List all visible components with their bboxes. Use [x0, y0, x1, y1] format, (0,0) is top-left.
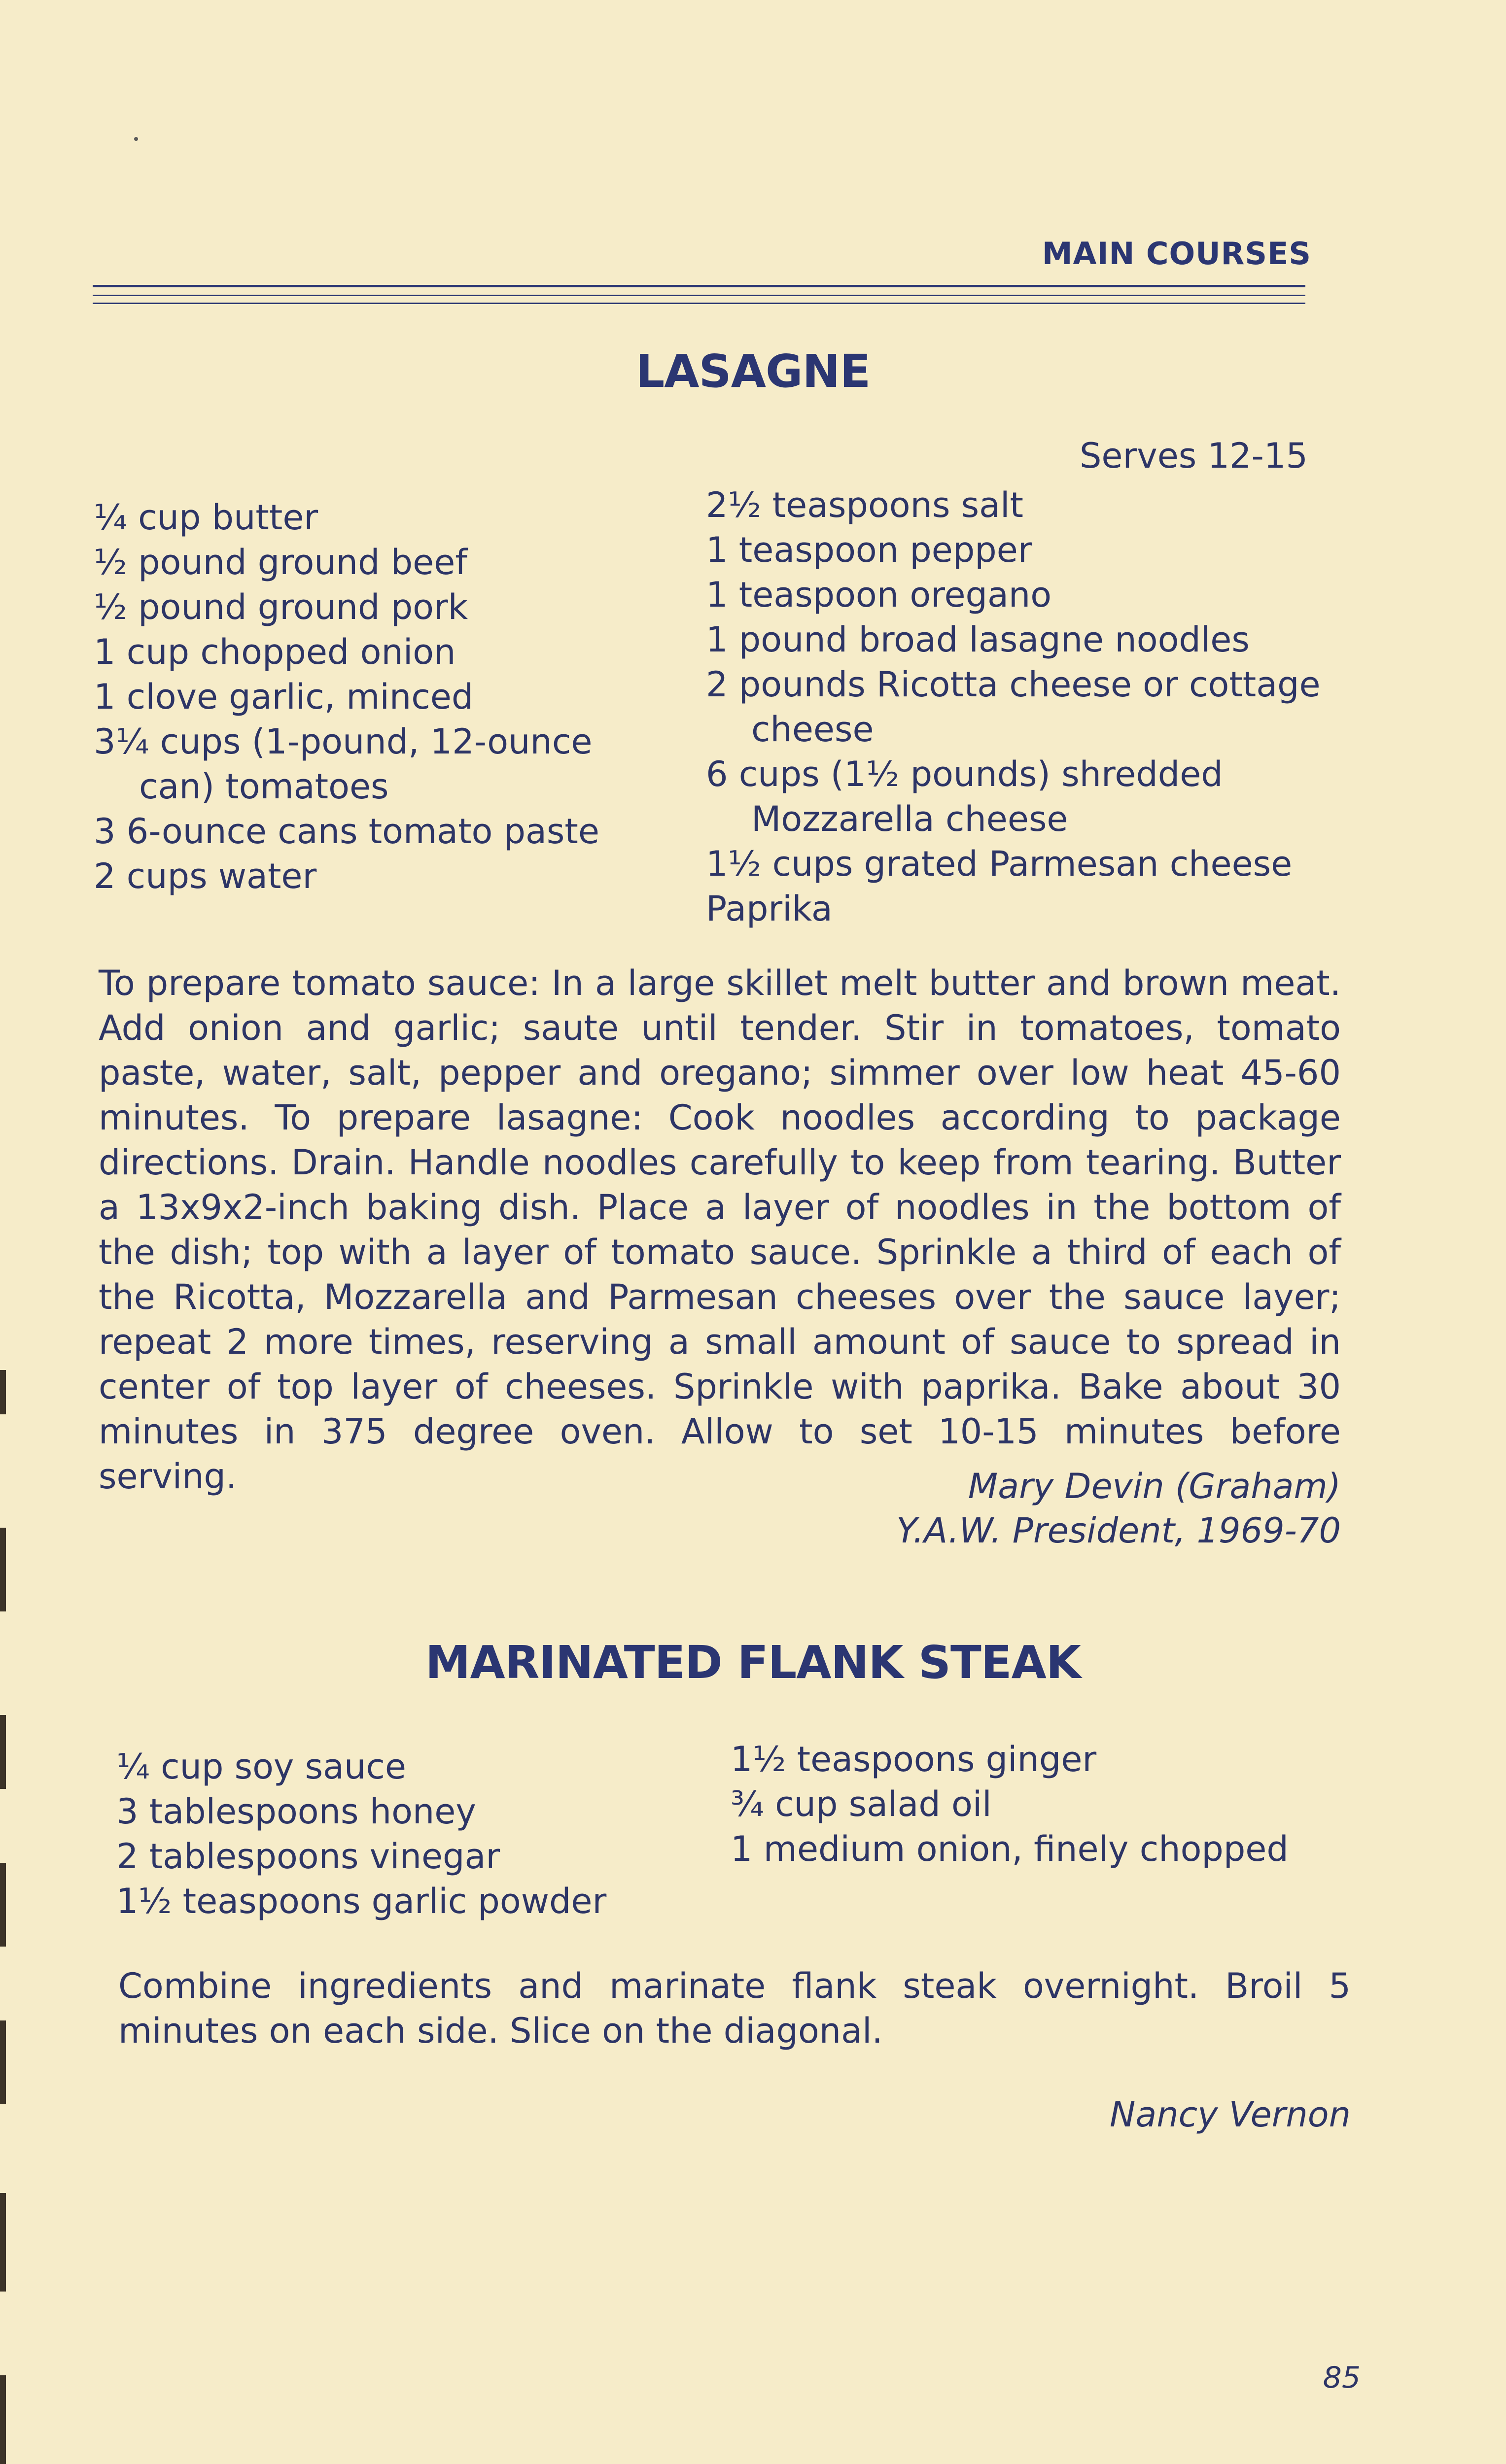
- page-speck: [134, 137, 138, 141]
- author-name-flank-steak: Nancy Vernon: [1110, 2094, 1351, 2135]
- ingredient: 1½ cups grated Parmesan cheese: [706, 844, 1293, 884]
- ingredient: 2 pounds Ricotta cheese or cottage: [706, 664, 1321, 705]
- binding-mark: [0, 2193, 6, 2292]
- ingredient-continuation: can) tomatoes: [139, 766, 389, 807]
- author-title-lasagne: Y.A.W. President, 1969-70: [896, 1510, 1341, 1551]
- ingredient: ¼ cup soy sauce: [116, 1746, 406, 1787]
- ingredient: ¼ cup butter: [94, 497, 318, 538]
- binding-mark: [0, 1863, 6, 1947]
- ingredient: Paprika: [706, 889, 833, 929]
- servings: Serves 12-15: [1080, 436, 1308, 476]
- ingredient: 1 clove garlic, minced: [94, 677, 474, 717]
- section-label: MAIN COURSES: [1042, 236, 1311, 272]
- header-rule: [93, 295, 1305, 296]
- binding-mark: [0, 1370, 6, 1414]
- recipe-title-lasagne: LASAGNE: [635, 345, 871, 398]
- ingredient: ½ pound ground beef: [94, 542, 467, 582]
- ingredients-left-flank-steak: [116, 1745, 606, 1924]
- ingredient: 1 teaspoon oregano: [706, 575, 1052, 615]
- binding-mark: [0, 2375, 6, 2464]
- author-name-lasagne: Mary Devin (Graham): [968, 1466, 1341, 1506]
- ingredient: 3¼ cups (1-pound, 12-ounce: [94, 721, 593, 762]
- binding-mark: [0, 2020, 6, 2104]
- ingredient: 1 cup chopped onion: [94, 632, 456, 672]
- header-rule: [93, 285, 1305, 287]
- ingredients-right-flank-steak: [731, 1737, 1289, 1872]
- ingredient: 2 tablespoons vinegar: [116, 1836, 500, 1877]
- binding-mark: [0, 1715, 6, 1789]
- header-rule: [93, 303, 1305, 304]
- ingredient: 2 cups water: [94, 856, 317, 896]
- ingredient-continuation: Mozzarella cheese: [751, 799, 1068, 839]
- ingredient-continuation: cheese: [751, 709, 874, 750]
- ingredients-left-lasagne: [94, 495, 599, 899]
- ingredient: ½ pound ground pork: [94, 587, 468, 627]
- ingredient: ¾ cup salad oil: [731, 1784, 992, 1824]
- ingredient: 2½ teaspoons salt: [706, 485, 1023, 525]
- ingredient: 6 cups (1½ pounds) shredded: [706, 754, 1223, 794]
- ingredient: 3 tablespoons honey: [116, 1791, 476, 1832]
- ingredient: 1½ teaspoons garlic powder: [116, 1881, 607, 1921]
- ingredient: 1 pound broad lasagne noodles: [706, 619, 1250, 660]
- ingredient: 1½ teaspoons ginger: [731, 1739, 1097, 1780]
- directions-flank-steak: Combine ingredients and marinate flank steak overnight. Broil 5 minutes on each side. Slice on the diagonal.: [118, 1966, 1351, 2051]
- ingredient: 1 medium onion, finely chopped: [731, 1829, 1289, 1869]
- ingredient: 1 teaspoon pepper: [706, 530, 1032, 570]
- ingredient: 3 6-ounce cans tomato paste: [94, 811, 599, 852]
- binding-mark: [0, 1528, 6, 1611]
- recipe-title-flank-steak: MARINATED FLANK STEAK: [425, 1636, 1081, 1689]
- ingredients-right-lasagne: [706, 483, 1321, 931]
- page-number: 85: [1323, 2361, 1361, 2395]
- directions-lasagne: To prepare tomato sauce: In a large skillet melt butter and brown meat. Add onion and garlic; saute until tender. Stir in tomatoes, tomato paste, water, salt, pepper and oregano; simmer over low heat 45-60 minutes. To prepare lasagne: Cook noodles according to package directions. Drain. Handle noodles carefully to keep from tearing. Butter a 13x9x2-inch baking dish. Place a layer of noodles in the bottom of the dish; top with a layer of tomato sauce. Sprinkle a third of each of the Ricotta, Mozzarella and Parmesan cheeses over the sauce layer; repeat 2 more times, reserving a small amount of sauce to spread in center of top layer of cheeses. Sprinkle with paprika. Bake about 30 minutes in 375 degree oven. Allow to set 10-15 minutes before serving.: [99, 963, 1341, 1497]
